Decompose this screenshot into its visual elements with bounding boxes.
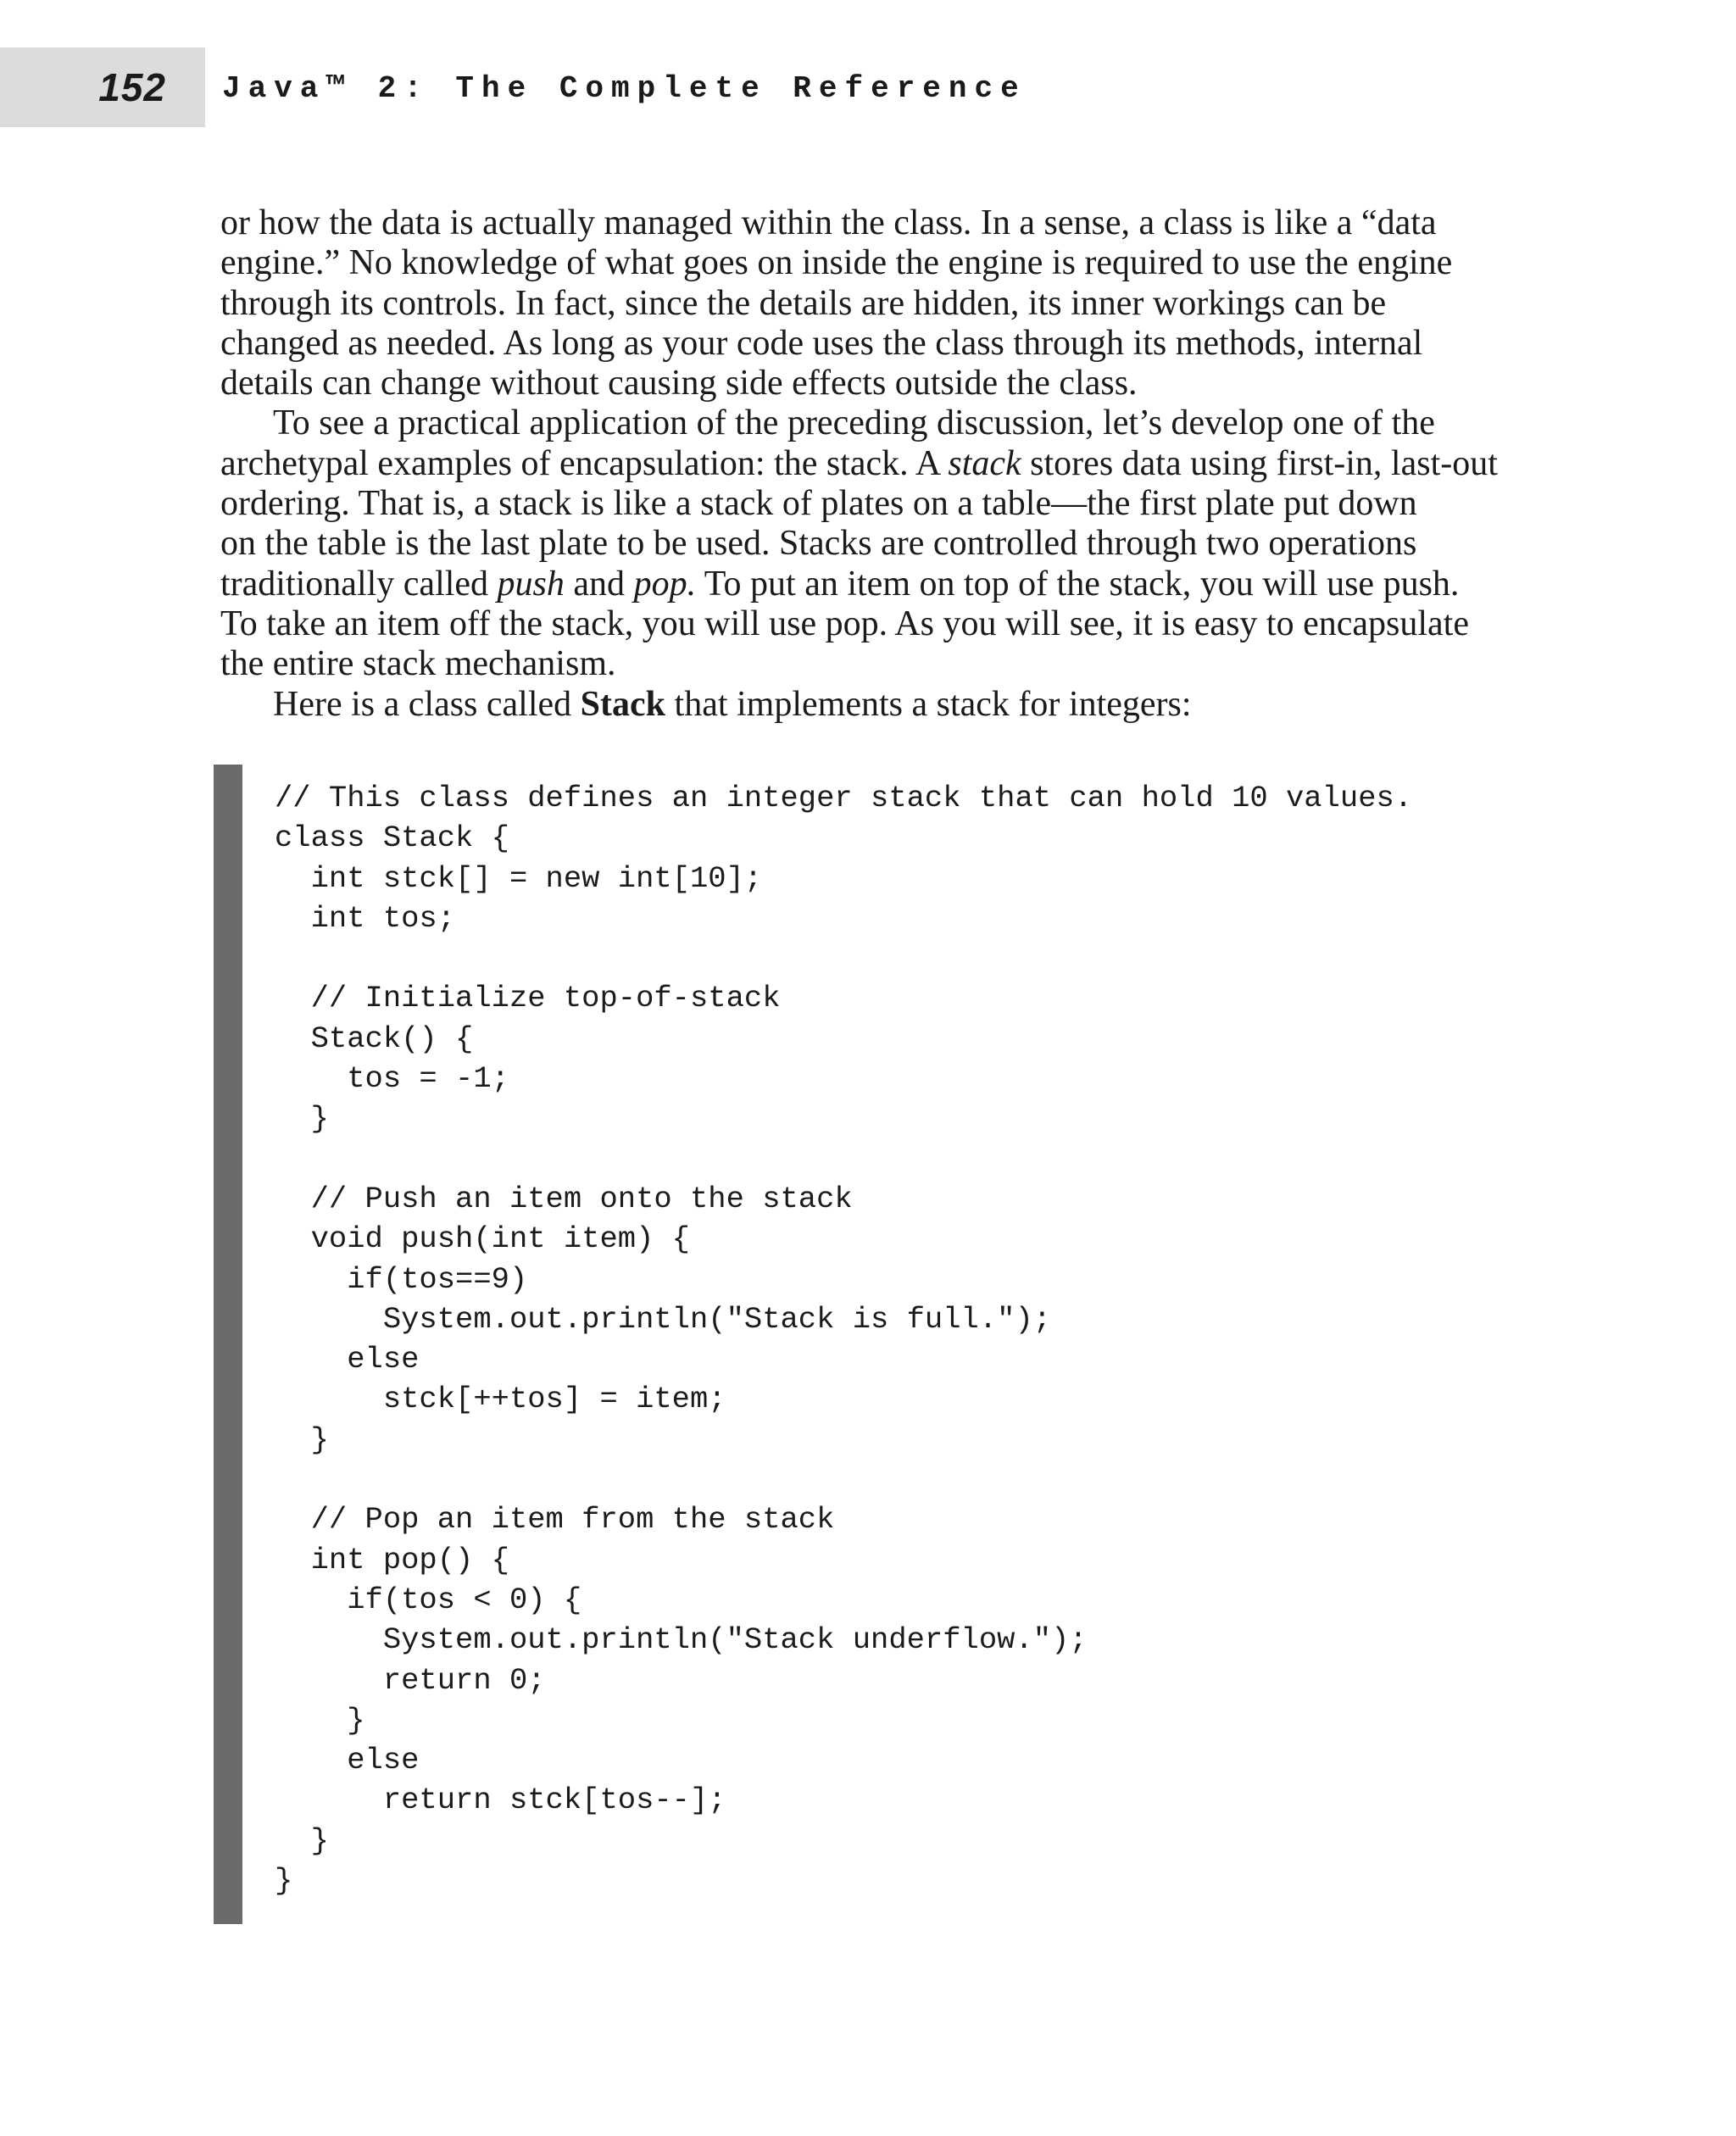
- code-line: tos = -1;: [275, 1061, 509, 1097]
- code-line: [275, 1460, 1412, 1499]
- text-line: [220, 565, 1526, 604]
- code-line: int stck[] = new int[10];: [275, 860, 763, 896]
- code-line: Stack() {: [275, 1021, 474, 1056]
- code-line: stck[++tos] = item;: [275, 1382, 726, 1417]
- text-line: the entire stack mechanism.: [220, 644, 616, 684]
- code-line: if(tos < 0) {: [275, 1582, 582, 1617]
- page-number: 152: [98, 65, 166, 109]
- code-line: }: [275, 1421, 329, 1457]
- paragraph-2: [220, 403, 1526, 684]
- code-line: void push(int item) {: [275, 1221, 690, 1257]
- code-margin-bar: [214, 765, 242, 1924]
- italic-term-push: push: [497, 564, 565, 604]
- code-line: }: [275, 1702, 365, 1738]
- text-line: on the table is the last plate to be used. Stacks are controlled through two operations: [220, 524, 1417, 564]
- bold-class-name: Stack: [580, 684, 666, 724]
- text-run: that implements a stack for integers:: [665, 684, 1192, 724]
- code-line: // Push an item onto the stack: [275, 1181, 853, 1216]
- code-line: return 0;: [275, 1662, 546, 1698]
- italic-term-stack: stack: [948, 443, 1021, 483]
- code-line: int tos;: [275, 900, 456, 936]
- code-line: // Pop an item from the stack: [275, 1502, 835, 1538]
- text-run: Here is a class called: [273, 684, 581, 724]
- text-line: engine.” No knowledge of what goes on inside the engine is required to use the engine: [220, 243, 1453, 283]
- code-line: System.out.println("Stack is full.");: [275, 1301, 1052, 1337]
- text-run: To put an item on top of the stack, you will use push.: [696, 564, 1460, 604]
- code-line: class Stack {: [275, 820, 509, 856]
- code-line: }: [275, 1863, 293, 1899]
- paragraph-1: [220, 203, 1526, 403]
- text-line: details can change without causing side effects outside the class.: [220, 364, 1138, 403]
- text-line: ordering. That is, a stack is like a stack of plates on a table—the first plate put down: [220, 484, 1417, 524]
- text-run: and: [564, 564, 634, 604]
- text-run: traditionally called: [220, 564, 498, 604]
- code-line: System.out.println("Stack underflow.");: [275, 1622, 1088, 1658]
- code-line: if(tos==9): [275, 1261, 528, 1297]
- text-line: To take an item off the stack, you will use pop. As you will see, it is easy to encapsulate: [220, 604, 1469, 643]
- code-line: }: [275, 1822, 329, 1858]
- running-title: Java™ 2: The Complete Reference: [222, 71, 1027, 106]
- code-listing: [275, 778, 1412, 1900]
- code-line: [275, 938, 1412, 978]
- code-line: [275, 1139, 1412, 1179]
- text-line: [220, 444, 1526, 484]
- text-line: or how the data is actually managed within the class. In a sense, a class is like a “data: [220, 203, 1437, 242]
- text-line: through its controls. In fact, since the details are hidden, its inner workings can be: [220, 283, 1387, 323]
- code-line: else: [275, 1743, 420, 1778]
- text-run: stores data using first-in, last-out: [1021, 443, 1498, 483]
- paragraph-3: [220, 685, 1526, 725]
- italic-term-pop: pop.: [633, 564, 697, 604]
- code-line: int pop() {: [275, 1542, 509, 1577]
- text-line: changed as needed. As long as your code uses the class through its methods, internal: [220, 323, 1423, 363]
- code-line: return stck[tos--];: [275, 1783, 726, 1818]
- code-line: // This class defines an integer stack that can hold 10 values.: [275, 781, 1413, 815]
- code-line: // Initialize top-of-stack: [275, 981, 781, 1016]
- code-line: else: [275, 1342, 420, 1377]
- code-line: }: [275, 1101, 329, 1137]
- text-line: [220, 685, 1526, 725]
- text-line: To see a practical application of the preceding discussion, let’s develop one of the: [273, 403, 1435, 443]
- page-number-tab: [0, 47, 205, 127]
- body-text: [220, 203, 1526, 725]
- text-run: archetypal examples of encapsulation: the stack. A: [220, 443, 949, 483]
